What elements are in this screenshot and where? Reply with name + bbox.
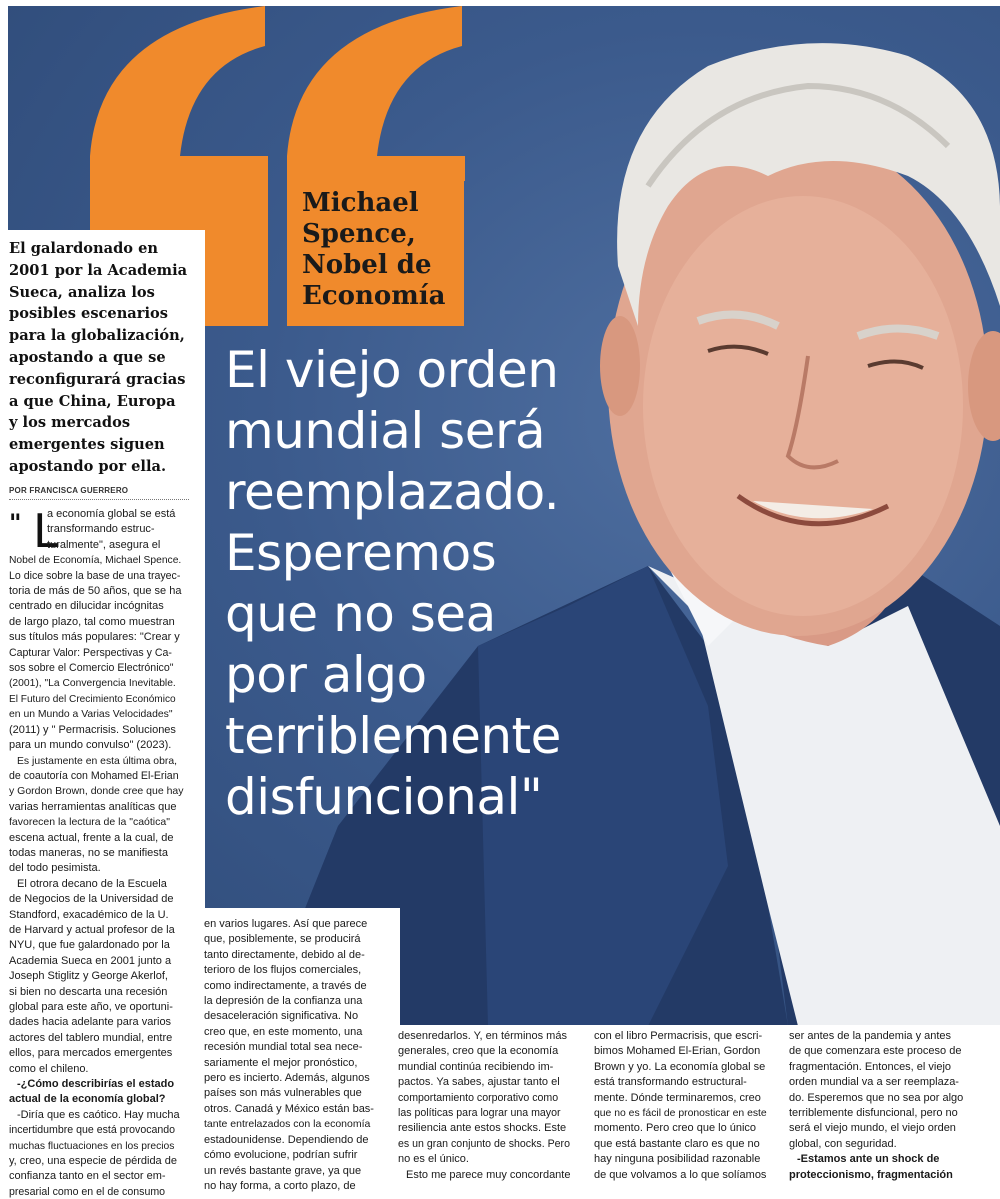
body-line: varias herramientas analíticas que xyxy=(9,800,177,813)
body-line: Es justamente en esta última obra, xyxy=(17,755,177,767)
body-line: mundial continúa recibiendo im- xyxy=(398,1060,554,1073)
headline-line: reemplazado. xyxy=(225,463,560,521)
body-line: países son más vulnerables que xyxy=(204,1087,362,1100)
headline-line: mundial será xyxy=(225,402,546,460)
body-line: actores del tablero mundial, entre xyxy=(9,1031,173,1044)
lead-line: El galardonado en xyxy=(9,240,159,257)
opening-quote-mark-right xyxy=(287,6,465,181)
body-line: Academia Sueca en 2001 junto a xyxy=(9,954,172,967)
body-line: las políticas para lograr una mayor xyxy=(398,1107,561,1120)
body-line: será el viejo mundo, el viejo orden xyxy=(789,1122,956,1135)
article-column-5 xyxy=(789,1029,974,1183)
body-line: Brown y yo. La economía global se xyxy=(594,1060,766,1073)
lead-line: apostando por ella. xyxy=(9,457,167,475)
headline-line: El viejo orden xyxy=(225,341,559,399)
body-line: estadounidense. Dependiendo de xyxy=(204,1133,369,1146)
body-line: pero es incierto. Además, algunos xyxy=(204,1072,370,1085)
body-line: orden mundial va a ser reemplaza- xyxy=(789,1076,959,1089)
headline-line: terriblemente xyxy=(225,707,561,765)
body-line: de Negocios de la Universidad de xyxy=(9,893,174,906)
body-line: bimos Mohamed El-Erian, Gordon xyxy=(594,1045,761,1058)
body-line: que, posiblemente, se producirá xyxy=(204,933,361,946)
body-line: terioro de los flujos comerciales, xyxy=(204,964,362,977)
body-line: do. Esperemos que no sea por algo xyxy=(789,1091,964,1104)
body-line: presarial como en el de consumo xyxy=(9,1185,166,1198)
drop-cap-quote: " xyxy=(9,509,22,537)
body-line: favorecen la lectura de la "caótica" xyxy=(9,816,170,829)
body-line: de largo plazo, tal como muestran xyxy=(9,615,175,628)
body-line: para un mundo convulso" (2023). xyxy=(9,739,172,752)
body-line: tante entrelazados con la economía xyxy=(204,1118,371,1131)
name-title-line: Nobel de xyxy=(302,250,432,280)
body-line: desaceleración significativa. No xyxy=(204,1010,359,1023)
body-line: Joseph Stiglitz y George Akerlof, xyxy=(9,970,168,983)
body-line: pactos. Ya sabes, ajustar tanto el xyxy=(398,1076,560,1089)
interview-question: -Estamos ante un shock de xyxy=(797,1153,940,1166)
body-line: de Harvard y actual profesor de la xyxy=(9,923,175,936)
headline-line: por algo xyxy=(225,646,427,704)
body-line: Nobel de Economía, Michael Spence. xyxy=(9,555,182,567)
body-line: mente. Dónde terminaremos, creo xyxy=(594,1091,761,1104)
body-line: sos sobre el Comercio Electrónico" xyxy=(9,662,174,675)
lead-line: 2001 por la Academia xyxy=(9,261,188,279)
lead-line: reconfigurará gracias xyxy=(9,370,186,388)
lead-line: para la globalización, xyxy=(9,327,185,345)
body-line: de coautoría con Mohamed El-Erian xyxy=(9,769,179,782)
interview-question: -¿Cómo describirías el estado xyxy=(17,1078,175,1091)
body-line: de que volvamos a lo que solíamos xyxy=(594,1168,767,1181)
body-line: está transformando estructural- xyxy=(594,1076,747,1089)
headline-line: que no sea xyxy=(225,585,496,643)
name-title-line: Spence, xyxy=(302,219,416,249)
body-line: comportamiento corporativo como xyxy=(398,1091,559,1104)
body-line: que está bastante claro es que no xyxy=(594,1137,760,1150)
interview-question: proteccionismo, fragmentación xyxy=(789,1168,953,1181)
body-line: desenredarlos. Y, en términos más xyxy=(398,1030,567,1042)
body-line: un revés bastante grave, ya que xyxy=(204,1164,362,1177)
body-line: con el libro Permacrisis, que escri- xyxy=(594,1030,763,1042)
lead-line: apostando a que se xyxy=(9,348,166,366)
body-line: otros. Canadá y México están bas- xyxy=(204,1102,374,1115)
body-line: terriblemente disfuncional, pero no xyxy=(789,1107,958,1120)
headline-line: Esperemos xyxy=(225,524,497,582)
body-line: como indirectamente, a través de xyxy=(204,979,367,992)
body-line: centrado en dilucidar incógnitas xyxy=(9,600,164,613)
article-column-2 xyxy=(204,917,389,1194)
name-title-line: Michael xyxy=(302,188,419,218)
body-line: El otrora decano de la Escuela xyxy=(17,877,167,890)
name-title-box xyxy=(287,178,464,326)
headline-line: disfuncional" xyxy=(225,768,543,826)
lead-paragraph xyxy=(9,238,194,478)
body-line: muchas fluctuaciones en los precios xyxy=(9,1140,175,1152)
body-line: que no es fácil de pronosticar en este xyxy=(594,1108,767,1120)
article-column-3 xyxy=(398,1029,583,1183)
body-line: de que comenzara este proceso de xyxy=(789,1045,962,1058)
body-line: del todo pesimista. xyxy=(9,862,101,875)
body-line: resiliencia ante estos shocks. Este xyxy=(398,1122,567,1135)
body-line: tanto directamente, debido al de- xyxy=(204,948,365,961)
body-line: no hay forma, a corto plazo, de xyxy=(204,1179,356,1192)
lead-line: emergentes siguen xyxy=(9,436,165,454)
body-line: Lo dice sobre la base de una trayec- xyxy=(9,569,181,582)
lead-line: y los mercados xyxy=(9,414,131,432)
headline-quote xyxy=(225,340,645,828)
body-line: Standford, exacadémico de la U. xyxy=(9,908,169,921)
body-line: sariamente el mejor pronóstico, xyxy=(204,1056,358,1069)
article-column-4 xyxy=(594,1029,779,1183)
body-line: recesión mundial total sea nece- xyxy=(204,1041,363,1054)
interview-question: actual de la economía global? xyxy=(9,1093,166,1106)
body-line: incertidumbre que está provocando xyxy=(9,1124,176,1137)
body-line: creo que, en este momento, una xyxy=(204,1025,363,1038)
body-line: El Futuro del Crecimiento Económico xyxy=(9,693,176,705)
body-line: momento. Pero creo que lo único xyxy=(594,1122,757,1135)
body-line: y, creo, una especie de pérdida de xyxy=(9,1155,177,1168)
body-line: generales, creo que la economía xyxy=(398,1045,559,1058)
body-line: global para este año, ve oportuni- xyxy=(9,1001,173,1013)
body-line: en un Mundo a Varias Velocidades" xyxy=(9,709,173,721)
body-line: ellos, para mercados emergentes xyxy=(9,1047,173,1060)
name-title-line: Economía xyxy=(302,281,446,311)
body-line: si bien no descarta una recesión xyxy=(9,985,168,998)
body-line: turalmente", asegura el xyxy=(47,538,161,551)
body-line: transformando estruc- xyxy=(47,523,155,536)
lead-line: posibles escenarios xyxy=(9,305,168,323)
lead-line: a que China, Europa xyxy=(9,392,176,410)
body-line: Esto me parece muy concordante xyxy=(406,1168,571,1181)
body-line: y Gordon Brown, donde cree que hay xyxy=(9,785,184,798)
body-line: la depresión de la confianza una xyxy=(204,995,363,1008)
body-line: es un gran conjunto de shocks. Pero xyxy=(398,1137,570,1150)
body-line: a economía global se está xyxy=(47,508,176,520)
body-line: ser antes de la pandemia y antes xyxy=(789,1030,952,1042)
body-line: NYU, que fue galardonado por la xyxy=(9,939,170,952)
body-line: -Diría que es caótico. Hay mucha xyxy=(17,1108,180,1121)
body-line: global, con seguridad. xyxy=(789,1137,897,1150)
body-line: toria de más de 50 años, que se ha xyxy=(9,585,182,598)
body-line: (2001), "La Convergencia Inevitable. xyxy=(9,678,176,690)
body-line: confianza tanto en el sector em- xyxy=(9,1170,166,1183)
body-line: no es el único. xyxy=(398,1153,469,1166)
body-line: escena actual, frente a la cual, de xyxy=(9,831,174,844)
article-column-1 xyxy=(9,504,190,1199)
body-line: en varios lugares. Así que parece xyxy=(204,918,368,930)
body-line: sus títulos más populares: "Crear y xyxy=(9,631,180,644)
body-line: hay ninguna posibilidad razonable xyxy=(594,1153,761,1166)
body-line: como el chileno. xyxy=(9,1062,89,1075)
body-line: Capturar Valor: Perspectivas y Ca- xyxy=(9,646,172,659)
body-line: todas maneras, no se manifiesta xyxy=(9,846,168,859)
body-line: cómo evolucione, podrían sufrir xyxy=(204,1149,358,1162)
body-line: fragmentación. Entonces, el viejo xyxy=(789,1060,952,1073)
body-line: dades hacia adelante para varios xyxy=(9,1016,172,1029)
lead-line: Sueca, analiza los xyxy=(9,283,155,301)
byline: POR FRANCISCA GUERRERO xyxy=(9,486,189,500)
drop-cap-letter: L xyxy=(33,504,59,558)
body-line: (2011) y " Permacrisis. Soluciones xyxy=(9,723,176,736)
